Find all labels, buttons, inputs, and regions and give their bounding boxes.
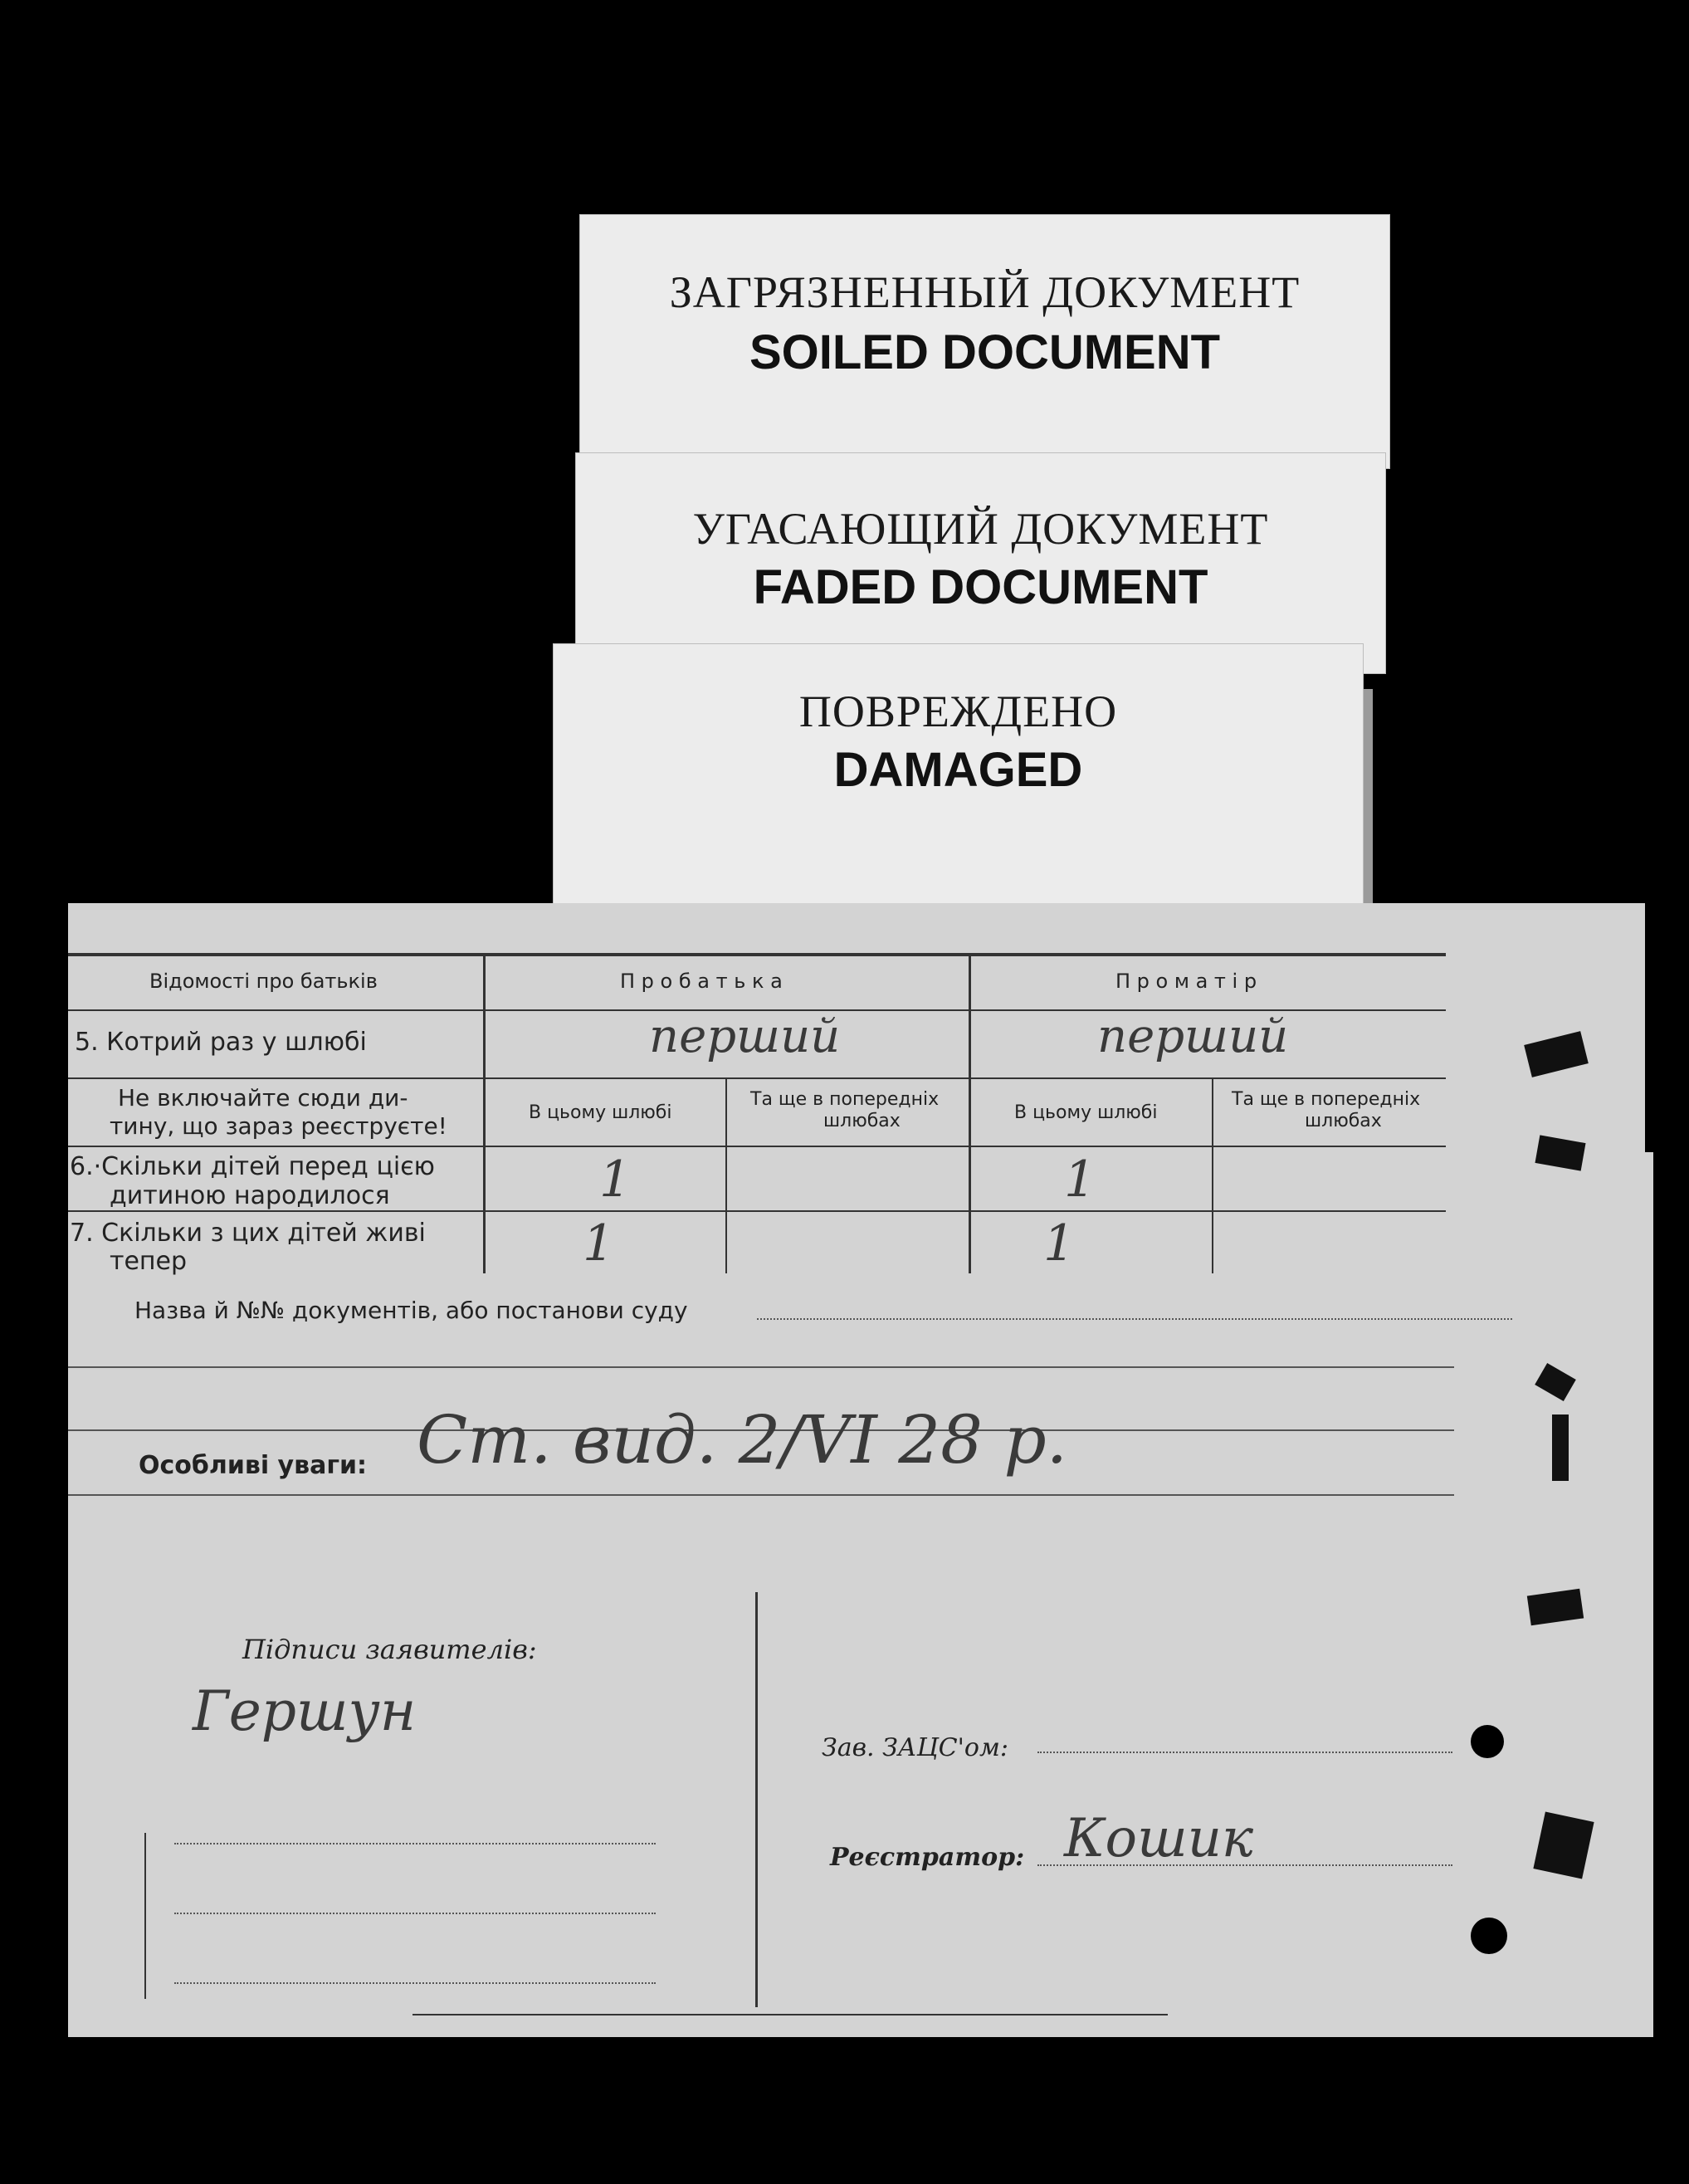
mother-this-marriage-header: В цьому шлюбі	[1014, 1102, 1158, 1123]
signatures-label: Підписи заявителів:	[242, 1634, 537, 1665]
signature-dotted-line-3	[174, 1982, 656, 1984]
row7-line-1: 7. Скільки з цих дітей живі	[70, 1219, 426, 1248]
row5-label: 5. Котрий раз у шлюбі	[75, 1028, 367, 1057]
damage-hole-4	[1552, 1414, 1569, 1481]
row6-mother-count: 1	[1064, 1151, 1096, 1209]
damage-hole-2	[1535, 1135, 1585, 1170]
row6-line-2: дитиною народилося	[110, 1181, 390, 1210]
row6-father-count: 1	[599, 1151, 632, 1209]
row7-father-count: 1	[583, 1214, 615, 1273]
signature-divider	[755, 1592, 758, 2007]
form-edge-notch	[1645, 903, 1653, 1152]
registration-form	[68, 903, 1653, 2037]
row5-bottom-rule	[68, 1077, 1446, 1079]
head-zags-label: Зав. ЗАЦС'ом:	[822, 1733, 1008, 1762]
note-bottom-rule	[68, 1146, 1446, 1147]
mother-previous-header-1: Та ще в попередніх	[1232, 1089, 1421, 1110]
row7-line-2: тепер	[110, 1247, 188, 1276]
applicant-signature: Гершун	[193, 1679, 417, 1743]
table-top-rule	[68, 953, 1446, 956]
form-bottom-rule	[412, 2014, 1168, 2015]
note-line-1: Не включайте сюди ди-	[118, 1084, 408, 1112]
damage-hole-6	[1533, 1812, 1594, 1879]
soiled-document-label	[579, 214, 1390, 469]
damaged-label-en: DAMAGED	[833, 743, 1083, 797]
row6-line-1: 6.·Скільки дітей перед цією	[70, 1152, 435, 1181]
notes-lower-rule	[68, 1494, 1454, 1496]
signature-dotted-line-1	[174, 1843, 656, 1844]
special-notes-label: Особливі уваги:	[139, 1451, 368, 1480]
punch-hole-1	[1471, 1725, 1504, 1758]
signature-bracket	[144, 1833, 146, 1999]
header-parents-info: Відомості про батьків	[149, 970, 378, 993]
row7-mother-count: 1	[1043, 1214, 1076, 1273]
documents-label: Назва й №№ документів, або постанови суду	[134, 1297, 688, 1324]
documents-rule	[68, 1366, 1454, 1368]
row5-father-value: перший	[649, 1009, 841, 1063]
registrar-label: Реєстратор:	[830, 1843, 1025, 1872]
faded-label-en: FADED DOCUMENT	[753, 560, 1208, 614]
faded-label-ru: УГАСАЮЩИЙ ДОКУМЕНТ	[692, 504, 1269, 554]
damaged-label-ru: ПОВРЕЖДЕНО	[798, 686, 1118, 736]
col-divider-1	[483, 953, 486, 1273]
row6-bottom-rule	[68, 1210, 1446, 1212]
head-zags-dotted-line	[1037, 1752, 1452, 1753]
damage-hole-5	[1527, 1589, 1584, 1626]
note-line-2: тину, що зараз реєструєте!	[110, 1112, 447, 1140]
header-about-father: П р о б а т ь к а	[620, 970, 783, 993]
header-about-mother: П р о м а т і р	[1115, 970, 1257, 993]
father-this-marriage-header: В цьому шлюбі	[529, 1102, 672, 1123]
father-previous-header-1: Та ще в попередніх	[750, 1089, 940, 1110]
punch-hole-2	[1471, 1918, 1507, 1954]
father-previous-header-2: шлюбах	[823, 1111, 901, 1131]
mother-subdivider	[1212, 1079, 1213, 1273]
soiled-label-en: SOILED DOCUMENT	[749, 325, 1221, 379]
special-notes-value: Ст. вид. 2/VI 28 р.	[417, 1401, 1068, 1478]
documents-dotted-line	[757, 1318, 1512, 1320]
soiled-label-ru: ЗАГРЯЗНЕННЫЙ ДОКУМЕНТ	[669, 267, 1301, 317]
row5-mother-value: перший	[1097, 1009, 1289, 1063]
faded-document-label	[575, 452, 1386, 674]
registrar-signature: Кошик	[1064, 1808, 1254, 1869]
damaged-document-label	[553, 643, 1364, 911]
signature-dotted-line-2	[174, 1913, 656, 1914]
damage-hole-1	[1524, 1031, 1589, 1077]
mother-previous-header-2: шлюбах	[1305, 1111, 1382, 1131]
col-divider-2	[969, 953, 971, 1273]
damage-hole-3	[1535, 1363, 1576, 1401]
father-subdivider	[725, 1079, 727, 1273]
